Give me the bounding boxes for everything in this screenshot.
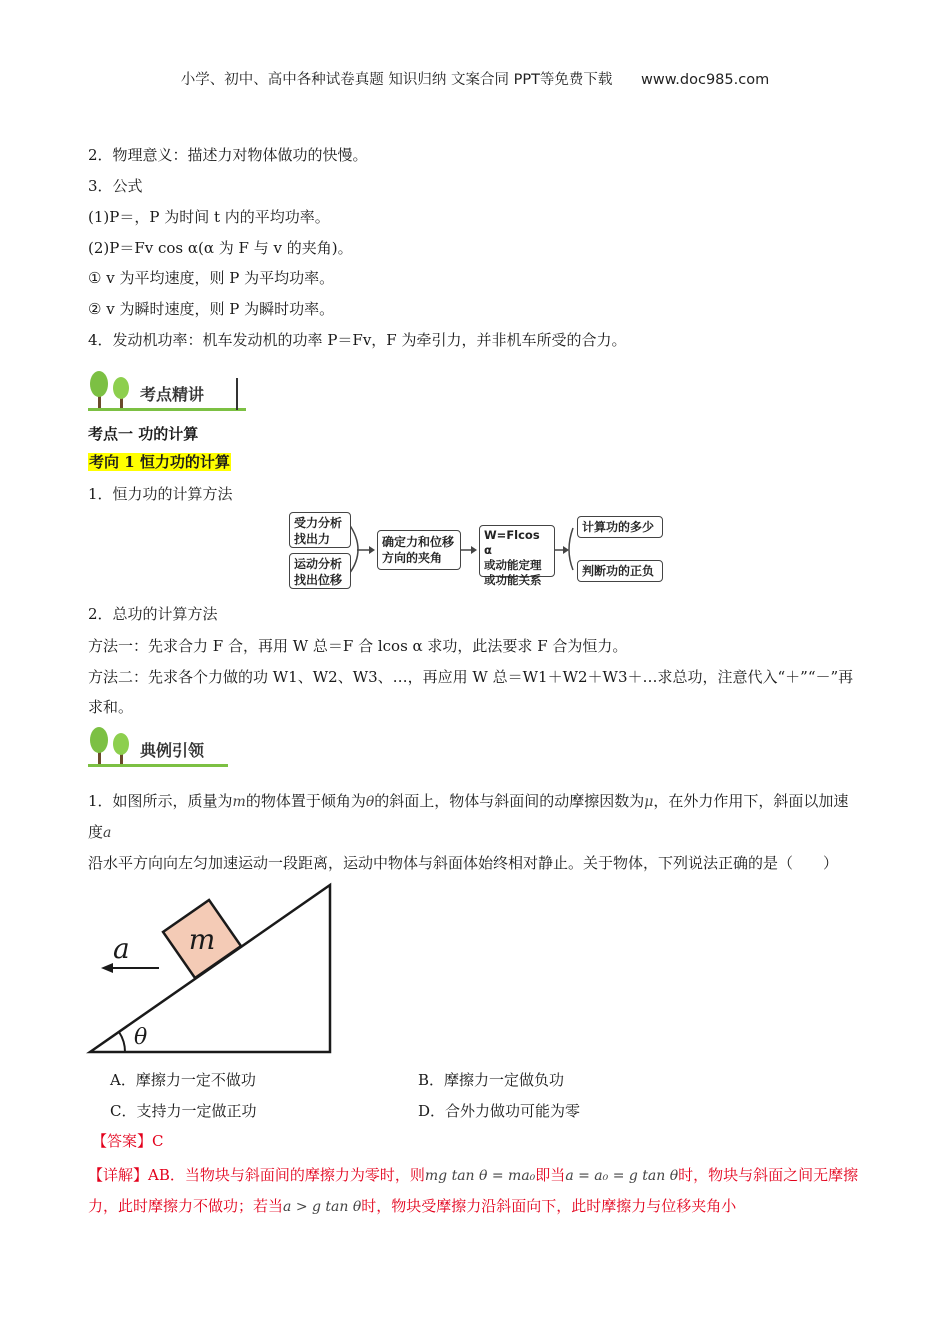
detail-part: AB．当物块与斜面间的摩擦力为零时，则	[148, 1166, 425, 1184]
option-b[interactable]: B．摩擦力一定做负功	[418, 1071, 565, 1089]
var-theta: θ	[365, 794, 375, 810]
banner-title: 考点精讲	[140, 385, 205, 404]
question-stem	[88, 786, 860, 878]
kaoxiang-highlight: 考向 1 恒力功的计算	[89, 453, 230, 471]
stem-part: 的物体置于倾角为	[245, 792, 366, 810]
header-site: www.doc985.com	[641, 72, 770, 88]
option-a[interactable]: A．摩擦力一定不做功	[110, 1071, 256, 1089]
line-avg-velocity: ① v 为平均速度，则 P 为平均功率。	[88, 269, 335, 287]
line-formula-title: 3．公式	[88, 177, 143, 195]
flow-diagram	[285, 510, 665, 592]
line-formula-2: (2)P＝Fv cos α(α 为 F 与 v 的夹角)。	[88, 239, 353, 257]
detail-formula: a > g tan θ	[283, 1199, 362, 1215]
line-meaning: 2．物理意义：描述力对物体做功的快慢。	[88, 146, 368, 164]
stem-part: 的斜面上，物体与斜面间的动摩擦因数为	[374, 792, 645, 810]
answer	[92, 1131, 164, 1151]
detail-label: 【详解】	[88, 1166, 149, 1184]
var-a: a	[103, 825, 112, 841]
line-inst-velocity: ② v 为瞬时速度，则 P 为瞬时功率。	[88, 300, 335, 318]
flow-box-force: 受力分析 找出力	[289, 512, 351, 548]
var-m: m	[232, 794, 246, 810]
kaoxiang-title	[88, 452, 231, 472]
flow-box-sign: 判断功的正负	[577, 560, 663, 582]
flow-box-displacement: 运动分析 找出位移	[289, 553, 351, 589]
angle-label: θ	[134, 1025, 148, 1050]
line-formula-1: (1)P＝，P 为时间 t 内的平均功率。	[88, 208, 330, 226]
banner-title: 典例引领	[140, 741, 205, 760]
answer-label: 【答案】	[92, 1132, 153, 1150]
stem-part: 1．如图所示，质量为	[88, 792, 233, 810]
method2-title: 2．总功的计算方法	[88, 605, 218, 623]
block-label: m	[188, 923, 216, 957]
section-banner-dianli	[88, 724, 248, 768]
stem-part: 沿水平方向向左匀加速运动一段距离，运动中物体与斜面体始终相对静止。关于物体，下列说法正确的是（ ）	[88, 854, 839, 872]
page-header	[0, 68, 950, 89]
option-d[interactable]: D．合外力做功可能为零	[418, 1102, 581, 1120]
block-m	[163, 900, 241, 978]
answer-value: C	[152, 1132, 164, 1150]
accel-label: a	[113, 932, 130, 965]
flow-box-amount: 计算功的多少	[577, 516, 663, 538]
detail-part: 即当	[535, 1166, 566, 1184]
incline-figure	[85, 880, 340, 1058]
accel-arrowhead	[101, 963, 113, 973]
flow-box-methods: W=Flcos α 或动能定理 或功能关系	[479, 525, 555, 577]
kaodian-title: 考点一 功的计算	[88, 425, 199, 443]
line-engine-power: 4．发动机功率：机车发动机的功率 P＝Fv，F 为牵引力，并非机车所受的合力。	[88, 331, 627, 349]
header-text: 小学、初中、高中各种试卷真题 知识归纳 文案合同 PPT等免费下载	[180, 72, 613, 88]
option-c[interactable]: C．支持力一定做正功	[110, 1102, 257, 1120]
detail-formula: mg tan θ = ma₀	[424, 1168, 536, 1184]
method1-title: 1．恒力功的计算方法	[88, 485, 233, 503]
flow-box-angle: 确定力和位移 方向的夹角	[377, 530, 461, 570]
detail	[88, 1160, 864, 1222]
method2-a: 方法一：先求合力 F 合，再用 W 总＝F 合 lcos α 求功，此法要求 F 合为恒力。	[88, 637, 628, 655]
var-mu: μ	[644, 794, 654, 810]
detail-formula: a = a₀ = g tan θ	[565, 1168, 679, 1184]
stem-part: ，在外力作用下，斜面以加速度	[88, 792, 849, 841]
detail-part: 时，物块与斜面之间无摩擦力，此时摩擦力不做功；若当	[88, 1166, 859, 1215]
section-banner-kaodian	[88, 368, 248, 412]
detail-part: 时，物块受摩擦力沿斜面向下，此时摩擦力与位移夹角小	[361, 1197, 737, 1215]
method2-b: 方法二：先求各个力做的功 W1、W2、W3、…，再应用 W 总＝W1＋W2＋W3＋…求总功，注意代入“＋”“－”再求和。	[88, 668, 854, 716]
angle-arc	[119, 1032, 125, 1052]
